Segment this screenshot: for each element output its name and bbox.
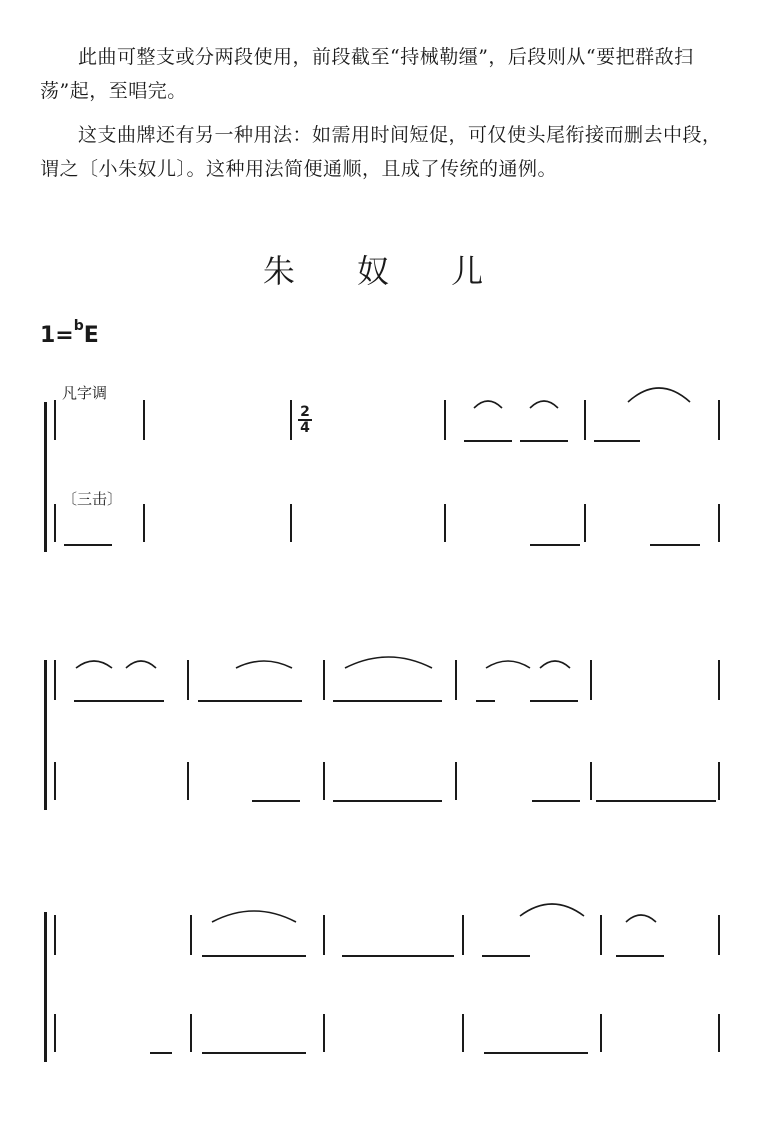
beam <box>150 1052 172 1054</box>
barline <box>143 400 145 440</box>
intro-paragraph-1: 此曲可整支或分两段使用，前段截至“持械勒缰”，后段则从“要把群敌扫荡”起，至唱完。 <box>40 46 694 102</box>
barline <box>143 504 145 542</box>
beam <box>252 800 300 802</box>
barline <box>444 400 446 440</box>
barline <box>455 660 457 700</box>
barline <box>290 504 292 542</box>
barline <box>600 915 602 955</box>
slur <box>345 657 432 668</box>
barline <box>190 1014 192 1052</box>
key-signature: 1=$^b$E <box>40 318 99 348</box>
system-start-barline <box>54 762 56 800</box>
barline <box>455 762 457 800</box>
mode-label: 凡字调 <box>62 384 108 402</box>
barline <box>323 660 325 700</box>
beam <box>520 440 568 442</box>
barline <box>462 915 464 955</box>
beam <box>532 800 580 802</box>
barline <box>718 660 720 700</box>
beam <box>198 700 302 702</box>
barline <box>590 762 592 800</box>
system-3-brace <box>44 912 47 1062</box>
beam <box>74 700 164 702</box>
system-start-barline <box>54 915 56 955</box>
beam <box>482 955 530 957</box>
slur <box>212 911 296 922</box>
beam <box>333 700 442 702</box>
beam <box>530 700 578 702</box>
slur <box>236 661 292 668</box>
barline <box>718 915 720 955</box>
slur <box>76 661 112 668</box>
barline <box>584 504 586 542</box>
barline <box>444 504 446 542</box>
percussion-label: 〔三击〕 <box>62 490 123 508</box>
barline <box>718 1014 720 1052</box>
intro-paragraph-2: 这支曲牌还有另一种用法：如需用时间短促，可仅使头尾衔接而删去中段，谓之〔小朱奴儿〕。这种用法简便通顺，且成了传统的通例。 <box>40 124 722 180</box>
system-1-brace <box>44 402 47 552</box>
beam <box>650 544 700 546</box>
beam <box>342 955 454 957</box>
beam <box>464 440 512 442</box>
system-start-barline <box>54 1014 56 1052</box>
beam <box>530 544 580 546</box>
barline <box>584 400 586 440</box>
barline <box>590 660 592 700</box>
barline <box>187 660 189 700</box>
slur <box>126 661 156 668</box>
system-start-barline <box>54 400 56 440</box>
system-start-barline <box>54 504 56 542</box>
barline <box>323 762 325 800</box>
beam <box>616 955 664 957</box>
beam <box>594 440 640 442</box>
beam <box>484 1052 588 1054</box>
barline <box>190 915 192 955</box>
slur <box>474 401 502 408</box>
barline <box>600 1014 602 1052</box>
beam <box>202 1052 306 1054</box>
beam <box>596 800 716 802</box>
barline <box>187 762 189 800</box>
barline <box>323 1014 325 1052</box>
beam <box>64 544 112 546</box>
system-start-barline <box>54 660 56 700</box>
beam <box>476 700 495 702</box>
system-2-brace <box>44 660 47 810</box>
slur <box>486 661 530 668</box>
barline <box>290 400 292 440</box>
score-title: 朱 奴 儿 <box>262 252 510 290</box>
barline <box>718 400 720 440</box>
slur <box>520 904 584 916</box>
barline <box>323 915 325 955</box>
slur <box>626 915 656 922</box>
slur <box>540 661 570 668</box>
barline <box>462 1014 464 1052</box>
beam <box>333 800 442 802</box>
barline <box>718 762 720 800</box>
barline <box>718 504 720 542</box>
slur <box>530 401 558 408</box>
time-signature: 2 4 <box>298 405 312 435</box>
slur <box>628 388 690 402</box>
beam <box>202 955 306 957</box>
